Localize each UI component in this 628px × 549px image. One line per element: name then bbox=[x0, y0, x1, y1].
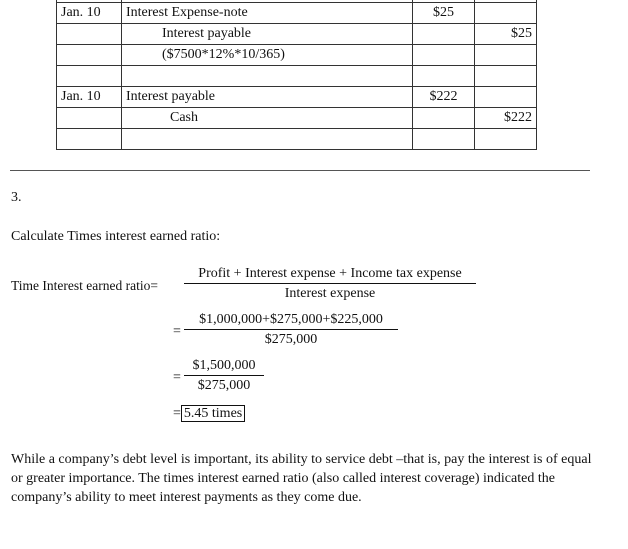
formula-step3-fraction bbox=[184, 358, 264, 394]
entry-account bbox=[122, 108, 413, 129]
entry-debit bbox=[413, 45, 475, 66]
explanation-paragraph: While a company’s debt level is important, its ability to service debt –that is, pay the interest is of equal or greater importance. The times interest earned ratio (also called interest coverage) indicated the company’s ability to meet interest payments as they come due. bbox=[11, 452, 592, 505]
entry-credit bbox=[475, 45, 537, 66]
entry-credit bbox=[475, 129, 537, 150]
entry-account-text: Interest Expense-note bbox=[126, 5, 248, 20]
entry-credit bbox=[475, 108, 537, 129]
formula-step2-fraction bbox=[184, 312, 398, 348]
step3-numerator: $1,500,000 bbox=[184, 358, 264, 376]
entry-date bbox=[57, 108, 122, 129]
equals-sign: = bbox=[173, 324, 181, 339]
equals-sign: = bbox=[173, 370, 181, 385]
entry-account bbox=[122, 87, 413, 108]
entry-debit bbox=[413, 129, 475, 150]
entry-debit bbox=[413, 66, 475, 87]
entry-account bbox=[122, 129, 413, 150]
entry-account bbox=[122, 3, 413, 24]
question-prompt: Calculate Times interest earned ratio: bbox=[11, 229, 221, 244]
entry-credit-text: $25 bbox=[511, 26, 532, 41]
table-row bbox=[57, 87, 537, 108]
entry-credit bbox=[475, 3, 537, 24]
entry-debit bbox=[413, 87, 475, 108]
entry-date bbox=[57, 3, 122, 24]
entry-date bbox=[57, 24, 122, 45]
step3-denominator: $275,000 bbox=[197, 378, 251, 393]
step2-denominator: $275,000 bbox=[264, 332, 318, 347]
question-number: 3. bbox=[11, 190, 22, 205]
entry-account-text: Interest payable bbox=[126, 89, 216, 104]
entry-debit bbox=[413, 24, 475, 45]
entry-date-text: Jan. 10 bbox=[61, 5, 101, 20]
entry-date bbox=[57, 129, 122, 150]
entry-debit bbox=[413, 3, 475, 24]
entry-debit-text: $25 bbox=[433, 5, 454, 20]
entry-credit-text: $222 bbox=[504, 110, 532, 125]
table-row bbox=[57, 66, 537, 87]
formula-result: = 5.45 times bbox=[173, 406, 245, 422]
entry-account bbox=[122, 66, 413, 87]
entry-account-text: ($7500*12%*10/365) bbox=[162, 47, 285, 62]
table-row bbox=[57, 129, 537, 150]
entry-credit bbox=[475, 66, 537, 87]
entry-debit bbox=[413, 108, 475, 129]
entry-date bbox=[57, 66, 122, 87]
entry-date bbox=[57, 87, 122, 108]
entry-debit-text: $222 bbox=[429, 89, 458, 104]
formula-step1-fraction bbox=[184, 266, 476, 302]
step2-numerator: $1,000,000+$275,000+$225,000 bbox=[184, 312, 398, 330]
section-divider bbox=[10, 170, 590, 171]
entry-credit bbox=[475, 24, 537, 45]
journal-entry-table bbox=[56, 0, 537, 150]
table-row bbox=[57, 108, 537, 129]
formula-lhs: Time Interest earned ratio= bbox=[11, 278, 158, 293]
step1-numerator: Profit + Interest expense + Income tax expense bbox=[184, 266, 476, 284]
result-box: 5.45 times bbox=[181, 405, 245, 422]
entry-date bbox=[57, 45, 122, 66]
entry-account bbox=[122, 24, 413, 45]
table-row bbox=[57, 3, 537, 24]
entry-credit bbox=[475, 87, 537, 108]
entry-account-text: Cash bbox=[170, 110, 198, 125]
entry-account-text: Interest payable bbox=[162, 26, 252, 41]
table-row bbox=[57, 24, 537, 45]
entry-date-text: Jan. 10 bbox=[61, 89, 101, 104]
entry-account bbox=[122, 45, 413, 66]
step1-denominator: Interest expense bbox=[284, 286, 376, 301]
table-row bbox=[57, 45, 537, 66]
